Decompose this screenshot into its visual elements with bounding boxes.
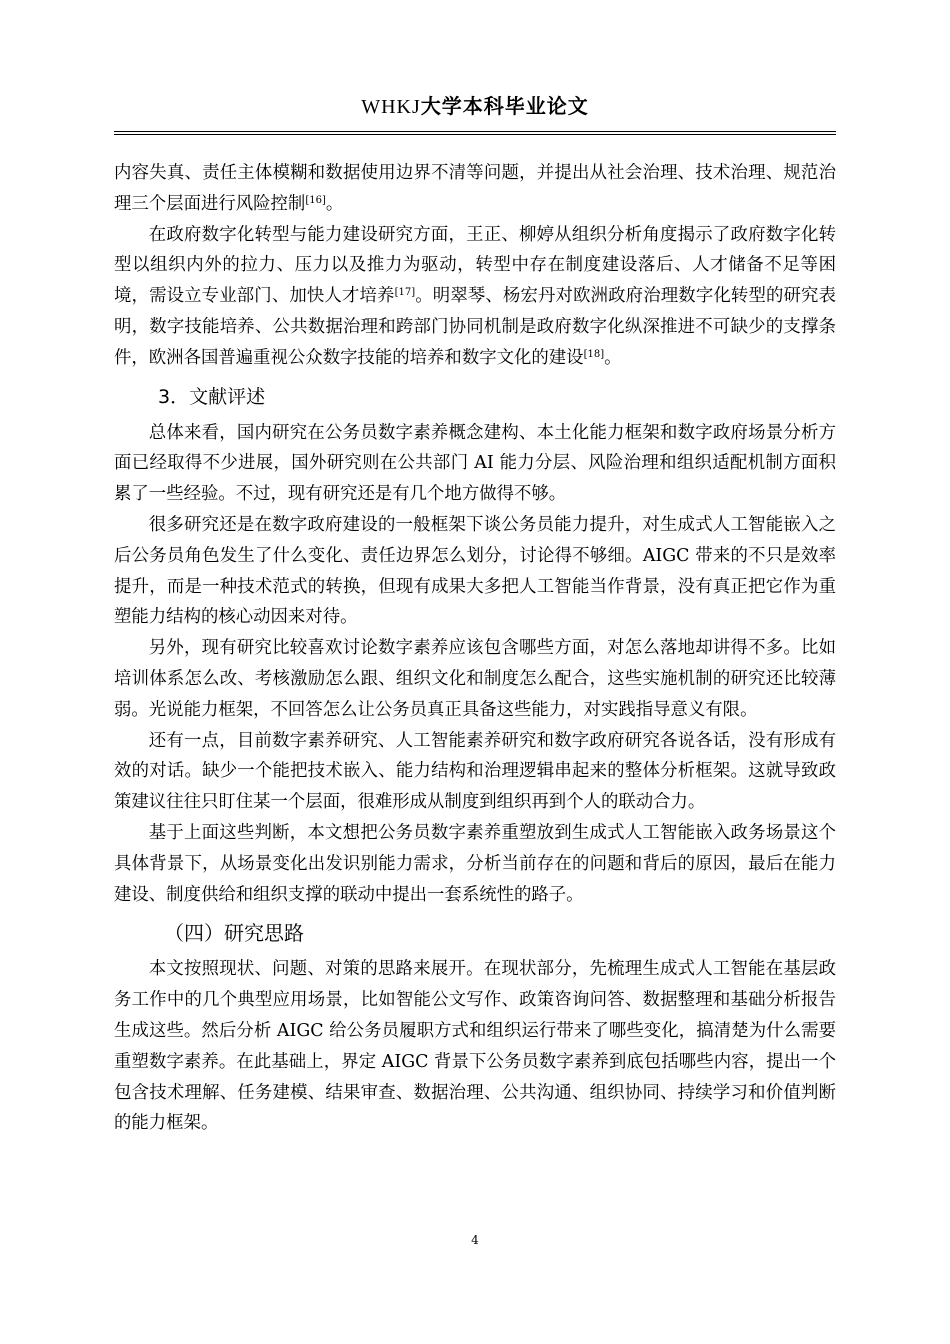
paragraph-1 — [114, 158, 836, 220]
paragraph-6: 还有一点，目前数字素养研究、人工智能素养研究和数字政府研究各说各话，没有形成有效的对话。缺少一个能把技术嵌入、能力结构和治理逻辑串起来的整体分析框架。这就导致政策建议往往只盯住某一个层面，很难形成从制度到组织再到个人的联动合力。 — [114, 730, 836, 813]
citation-18: [18] — [583, 348, 605, 360]
paragraph-4: 很多研究还是在数字政府建设的一般框架下谈公务员能力提升，对生成式人工智能嵌入之后公务员角色发生了什么变化、责任边界怎么划分，讨论得不够细。AIGC 带来的不只是效率提升，而是一种技术范式的转换，但现有成果大多把人工智能当作背景，没有真正把它作为重塑能力结构的核心动因来对待。 — [114, 514, 836, 628]
paragraph-2-text-2: 。明翠琴、杨宏丹对欧洲政府治理数字化转型的研究表明，数字技能培养、公共数据治理和跨部门协同机制是政府数字化纵深推进不可缺少的支撑条件，欧洲各国普遍重视公众数字技能的培养和数字文化的建设 — [114, 286, 836, 368]
header-title: 大学本科毕业论文 — [420, 94, 589, 118]
paragraph-1-tail: 。 — [325, 193, 344, 214]
paragraph-2-tail: 。 — [604, 347, 622, 368]
header-rule — [114, 131, 836, 135]
paragraph-2-text-1: 在政府数字化转型与能力建设研究方面，王正、柳婷从组织分析角度揭示了政府数字化转型以组织内外的拉力、压力以及推力为驱动，转型中存在制度建设落后、人才储备不足等困境，需设立专业部门、加快人才培养 — [114, 224, 836, 307]
paragraph-7: 基于上面这些判断，本文想把公务员数字素养重塑放到生成式人工智能嵌入政务场景这个具体背景下，从场景变化出发识别能力需求，分析当前存在的问题和背后的原因，最后在能力建设、制度供给和组织支撑的联动中提出一套系统性的路子。 — [114, 822, 836, 905]
header-prefix: WHKJ — [361, 96, 421, 118]
section-heading-research-approach: （四）研究思路 — [164, 921, 304, 946]
paragraph-3: 总体来看，国内研究在公务员数字素养概念建构、本土化能力框架和数字政府场景分析方面已经取得不少进展，国外研究则在公共部门 AI 能力分层、风险治理和组织适配机制方面积累了一些经验。不过，现有研究还是有几个地方做得不够。 — [114, 422, 836, 505]
body-text — [114, 158, 836, 1139]
citation-17: [17] — [394, 287, 416, 299]
page-number: 4 — [471, 1233, 479, 1247]
paragraph-8: 本文按照现状、问题、对策的思路来展开。在现状部分，先梳理生成式人工智能在基层政务工作中的几个典型应用场景，比如智能公文写作、政策咨询问答、数据整理和基础分析报告生成这些。然后分析 AIGC 给公务员履职方式和组织运行带来了哪些变化，搞清楚为什么需要重塑数字素养。在此基础上，界定 AIGC 背景下公务员数字素养到底包括哪些内容，提出一个包含技术理解、任务建模、结果审查、数据治理、公共沟通、组织协同、持续学习和价值判断的能力框架。 — [114, 959, 836, 1134]
page-header — [0, 92, 950, 121]
section-heading-literature-review: 3．文献评述 — [158, 385, 266, 408]
paragraph-2 — [114, 220, 836, 374]
citation-16: [16] — [305, 194, 326, 206]
paragraph-5: 另外，现有研究比较喜欢讨论数字素养应该包含哪些方面，对怎么落地却讲得不多。比如培训体系怎么改、考核激励怎么跟、组织文化和制度怎么配合，这些实施机制的研究还比较薄弱。光说能力框架，不回答怎么让公务员真正具备这些能力，对实践指导意义有限。 — [114, 638, 836, 720]
paragraph-1-text: 内容失真、责任主体模糊和数据使用边界不清等问题，并提出从社会治理、技术治理、规范治理三个层面进行风险控制 — [114, 163, 836, 214]
